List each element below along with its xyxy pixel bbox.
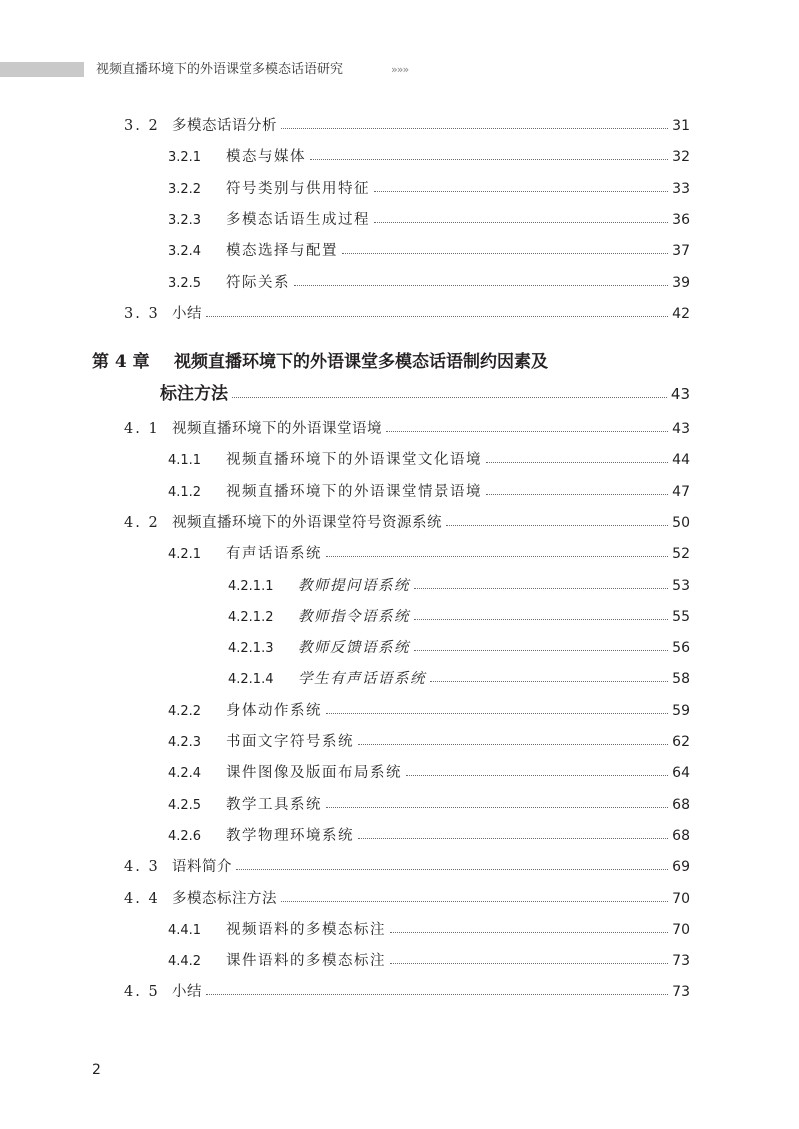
toc-entry-title: 课件图像及版面布局系统 [226,765,402,782]
toc-entry-number: 3.2.5 [168,275,202,291]
toc-entry-page: 33 [672,180,690,197]
dot-leader [236,868,668,870]
toc-entry-page: 44 [672,452,690,469]
toc-entry-title: 小结 [172,984,202,1001]
dot-leader [358,837,668,839]
page-number: 2 [92,1062,101,1078]
toc-entry[interactable] [228,636,690,660]
toc-entry[interactable] [168,208,690,232]
dot-leader [386,430,668,432]
toc-entry-page: 58 [672,671,690,688]
toc-entry-number: 4. 2 [124,514,160,531]
dot-leader [326,712,668,714]
chevrons-icon: »»» [391,63,409,76]
dot-leader [294,284,668,286]
toc-entry-page: 68 [672,796,690,813]
toc-entry-number: 4.2.6 [168,828,202,844]
toc-entry-title: 符号类别与供用特征 [226,180,370,197]
dot-leader [414,618,668,620]
toc-entry[interactable] [168,239,690,263]
toc-entry-number: 4.2.5 [168,797,202,813]
toc-entry-number: 3. 2 [124,118,160,134]
toc-entry-number: 3.2.1 [168,150,202,166]
toc-entry-title: 视频直播环境下的外语课堂语境 [172,421,382,437]
toc-entry-title: 符际关系 [226,274,290,291]
dot-leader [281,127,668,129]
toc-entry[interactable] [228,605,690,629]
toc-entry-title: 教学工具系统 [226,796,322,813]
toc-entry-page: 53 [672,577,690,594]
toc-entry-page: 62 [672,734,690,750]
toc-entry-page: 64 [672,765,690,782]
toc-entry[interactable] [124,302,690,326]
toc-entry[interactable] [168,793,690,817]
toc-entry[interactable] [168,949,690,973]
dot-leader [326,806,668,808]
dot-leader [206,315,668,317]
toc-entry-number: 3.2.3 [168,212,202,228]
toc-entry-title: 多模态话语生成过程 [226,211,370,228]
toc-entry-title: 语料简介 [172,859,232,876]
toc-entry-number: 4.2.4 [168,766,202,782]
toc-entry-title: 小结 [172,305,202,322]
toc-entry-title: 身体动作系统 [226,702,322,719]
toc-entry-page: 68 [672,827,690,844]
toc-entry[interactable] [124,511,690,535]
toc-entry-page: 56 [672,640,690,657]
header-bar [0,62,84,77]
dot-leader [486,493,668,495]
dot-leader [310,158,668,160]
dot-leader [281,900,668,902]
toc-entry-title: 多模态标注方法 [172,890,277,907]
toc-entry-title: 视频直播环境下的外语课堂情景语境 [226,483,482,500]
toc-entry[interactable] [168,480,690,504]
toc-entry-title: 教师指令语系统 [298,608,410,625]
dot-leader [326,555,668,557]
toc-entry-number: 4.2.1.4 [228,672,274,688]
toc-entry-title: 视频语料的多模态标注 [226,921,386,938]
toc-entry-page: 52 [672,546,690,563]
toc-entry[interactable] [124,887,690,911]
dot-leader [414,587,668,589]
toc-entry[interactable] [168,145,690,169]
toc-entry-number: 4. 4 [124,890,160,907]
dot-leader [390,931,668,933]
toc-entry-number: 4.4.2 [168,954,202,970]
toc-entry[interactable] [168,177,690,201]
toc-entry-title: 教学物理环境系统 [226,827,354,844]
toc-entry-number: 4.2.1 [168,547,202,563]
dot-leader [406,774,668,776]
toc-entry-number: 4.1.2 [168,484,202,500]
toc-entry-page: 37 [672,243,690,260]
toc-entry-number: 4. 3 [124,859,160,876]
toc-entry-number: 3.2.2 [168,181,202,197]
chapter-title-line2: 标注方法 [160,384,228,404]
toc-entry-title: 书面文字符号系统 [226,734,354,750]
toc-entry-number: 4.2.1.1 [228,578,274,594]
dot-leader [358,743,668,745]
dot-leader [390,962,668,964]
dot-leader [374,221,668,223]
toc-entry-title: 视频直播环境下的外语课堂符号资源系统 [172,514,442,531]
toc-entry-page: 55 [672,608,690,625]
toc-entry-page: 43 [672,421,690,437]
toc-entry[interactable] [124,114,690,138]
toc-entry-title: 课件语料的多模态标注 [226,953,386,970]
toc-entry-page: 59 [672,702,690,719]
toc-entry-page: 50 [672,514,690,531]
dot-leader [486,461,668,463]
toc-entry-page: 32 [672,149,690,166]
toc-entry-page: 42 [672,305,690,322]
toc-entry-page: 73 [672,984,690,1001]
toc-entry[interactable] [168,824,690,848]
toc-entry[interactable] [168,271,690,295]
toc-entry-number: 3.2.4 [168,244,202,260]
toc-entry[interactable] [168,730,690,754]
toc-entry-page: 36 [672,211,690,228]
toc-entry-number: 4. 5 [124,984,160,1001]
toc-entry[interactable] [228,667,690,691]
toc-entry-title: 学生有声话语系统 [298,671,426,688]
toc-entry[interactable] [168,699,690,723]
toc-entry-page: 73 [672,953,690,970]
toc-entry-title: 模态与媒体 [226,149,306,166]
toc-entry-page: 70 [672,921,690,938]
toc-entry-number: 4. 1 [124,421,160,437]
chapter-number: 第 4 章 [92,352,150,372]
toc-entry[interactable] [168,918,690,942]
toc-entry[interactable] [124,855,690,879]
toc-entry-number: 4.2.1.2 [228,609,274,625]
toc-entry[interactable] [228,574,690,598]
toc-entry-title: 教师反馈语系统 [298,640,410,657]
toc-entry[interactable] [124,417,690,441]
toc-entry-title: 教师提问语系统 [298,577,410,594]
dot-leader [414,649,668,651]
toc-entry[interactable] [168,542,690,566]
toc-entry-number: 3. 3 [124,305,160,322]
toc-entry-number: 4.2.1.3 [228,641,274,657]
toc-entry-page: 70 [672,890,690,907]
toc-entry-page: 39 [672,274,690,291]
toc-entry-title: 有声话语系统 [226,546,322,563]
toc-entry-page: 47 [672,483,690,500]
dot-leader [206,993,668,995]
toc-entry[interactable] [124,980,690,1004]
toc-entry-page: 69 [672,859,690,876]
dot-leader [430,680,668,682]
toc-entry-number: 4.4.1 [168,922,202,938]
toc-entry-number: 4.2.3 [168,735,202,750]
toc-entry[interactable] [168,761,690,785]
toc-entry-title: 多模态话语分析 [172,118,277,134]
chapter-title-line1: 视频直播环境下的外语课堂多模态话语制约因素及 [174,352,548,372]
running-header-title: 视频直播环境下的外语课堂多模态话语研究 [96,62,344,77]
dot-leader [342,252,668,254]
chapter-page: 43 [670,385,690,403]
dot-leader [374,190,668,192]
toc-entry-title: 视频直播环境下的外语课堂文化语境 [226,452,482,469]
toc-entry[interactable] [168,448,690,472]
dot-leader [232,396,667,398]
toc-entry-title: 模态选择与配置 [226,243,338,260]
toc-entry-number: 4.2.2 [168,703,202,719]
dot-leader [446,524,668,526]
toc-entry-number: 4.1.1 [168,453,202,469]
toc-entry-page: 31 [672,118,690,134]
